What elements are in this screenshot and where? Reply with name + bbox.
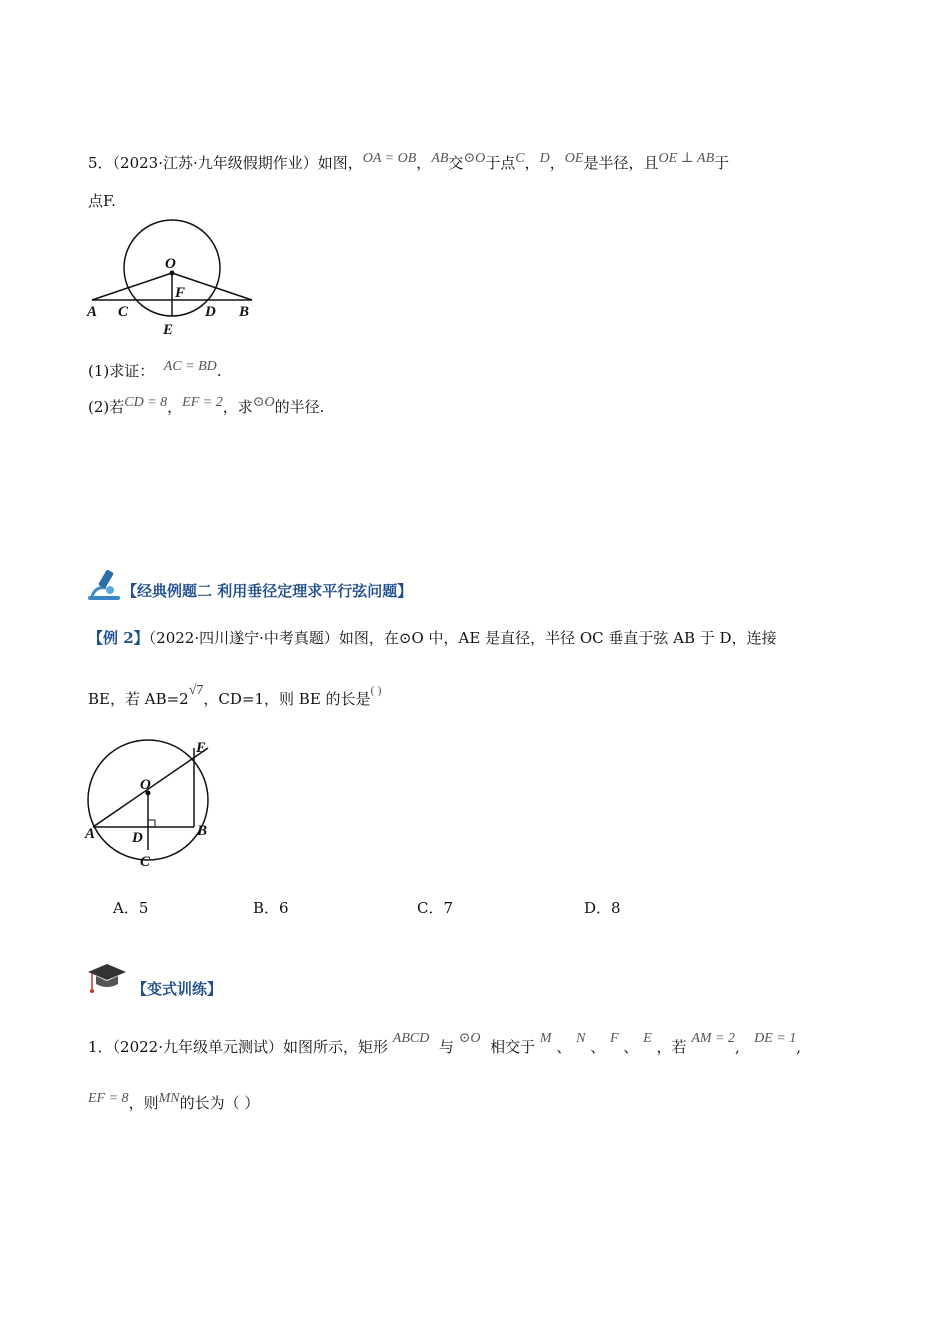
problem5-line1 xyxy=(88,152,729,176)
text: ， xyxy=(167,398,183,416)
option-b[interactable]: B．6 xyxy=(253,899,289,917)
label-F: F xyxy=(175,285,186,301)
label-D: D xyxy=(132,830,143,846)
sqrt-expr: √7 xyxy=(188,683,204,698)
graduation-cap-icon xyxy=(86,962,128,996)
math-expr: C xyxy=(515,151,525,166)
math-expr: AB xyxy=(431,151,449,166)
practice1-line2 xyxy=(88,1092,259,1116)
text: ， xyxy=(524,154,540,172)
text: ， xyxy=(416,154,432,172)
math-expr: EF = 8 xyxy=(88,1091,129,1106)
option-d[interactable]: D．8 xyxy=(584,899,621,917)
label-E: E xyxy=(163,322,174,338)
math-expr: M xyxy=(539,1031,552,1046)
math-expr: N xyxy=(576,1031,586,1046)
math-expr: E xyxy=(643,1031,652,1046)
math-expr: D xyxy=(539,151,550,166)
text: (2)若 xyxy=(88,398,125,416)
text: 、 xyxy=(623,1038,639,1056)
label-B: B xyxy=(239,304,250,320)
label-A: A xyxy=(87,304,98,320)
math-expr: MN xyxy=(158,1091,180,1106)
label-O: O xyxy=(140,777,151,793)
label-O: O xyxy=(165,256,176,272)
problem-source: （2023·江苏·九年级假期作业）如图， xyxy=(112,154,363,172)
section-title: 【经典例题二 利用垂径定理求平行弦问题】 xyxy=(122,582,413,600)
problem-number: 1． xyxy=(88,1038,113,1056)
text: (1)求证： xyxy=(88,362,155,380)
text: , xyxy=(735,1038,740,1056)
math-expr: AM = 2 xyxy=(691,1031,735,1046)
label-A: A xyxy=(85,826,96,842)
math-expr: AC = BD xyxy=(163,359,217,374)
label-C: C xyxy=(140,854,151,870)
math-expr: OA = OB xyxy=(362,151,417,166)
text: BE，若 AB=2 xyxy=(88,690,189,708)
text: 交 xyxy=(448,154,464,172)
text: 于 xyxy=(714,154,730,172)
problem5-question2 xyxy=(88,396,324,420)
text: ，CD=1，则 BE 的长是 xyxy=(203,690,371,708)
text: ， xyxy=(549,154,565,172)
math-expr: CD = 8 xyxy=(124,395,168,410)
math-expr: OE xyxy=(564,151,584,166)
answer-paren: ( ) xyxy=(370,683,382,697)
text: 、 xyxy=(556,1038,572,1056)
problem-number: 5． xyxy=(88,154,113,172)
text: . xyxy=(216,362,222,380)
example2-line2 xyxy=(88,683,382,712)
text: 相交于 xyxy=(490,1038,536,1056)
text: 于点 xyxy=(485,154,516,172)
text: , xyxy=(796,1038,801,1056)
text: 、 xyxy=(590,1038,606,1056)
text: 是半径，且 xyxy=(583,154,659,172)
math-expr: ABCD xyxy=(392,1031,430,1046)
figure-circle-chord xyxy=(84,218,264,340)
math-expr: ⊙O xyxy=(463,151,486,166)
problem5-line2: 点F. xyxy=(88,192,116,210)
text: （2022·九年级单元测试）如图所示，矩形 xyxy=(112,1038,388,1056)
microscope-icon xyxy=(86,566,122,602)
option-a[interactable]: A．5 xyxy=(113,899,149,917)
label-E: E xyxy=(196,740,207,756)
option-c[interactable]: C．7 xyxy=(417,899,454,917)
text: （2022·四川遂宁·中考真题）如图，在⊙O 中，AE 是直径，半径 OC 垂直于弦 AB 于 D，连接 xyxy=(148,629,777,647)
math-expr: ⊙O xyxy=(458,1031,481,1046)
label-B: B xyxy=(197,823,208,839)
figure-circle-diameter xyxy=(84,738,224,870)
math-expr: OE ⊥ AB xyxy=(658,151,715,166)
text: 与 xyxy=(438,1038,454,1056)
problem5-question1 xyxy=(88,360,222,384)
math-expr: ⊙O xyxy=(252,395,275,410)
example-tag: 【例 2】 xyxy=(88,629,149,647)
text: 的半径. xyxy=(274,398,325,416)
example2-line1 xyxy=(88,627,777,649)
math-expr: DE = 1 xyxy=(754,1031,797,1046)
section-title: 【变式训练】 xyxy=(132,980,223,998)
label-C: C xyxy=(118,304,129,320)
math-expr: EF = 2 xyxy=(182,395,223,410)
text: 的长为（ ） xyxy=(179,1094,260,1112)
text: ，则 xyxy=(128,1094,159,1112)
math-expr: F xyxy=(610,1031,619,1046)
label-D: D xyxy=(205,304,216,320)
practice1-line1 xyxy=(88,1031,801,1060)
text: ，求 xyxy=(222,398,253,416)
text: ，若 xyxy=(656,1038,687,1056)
